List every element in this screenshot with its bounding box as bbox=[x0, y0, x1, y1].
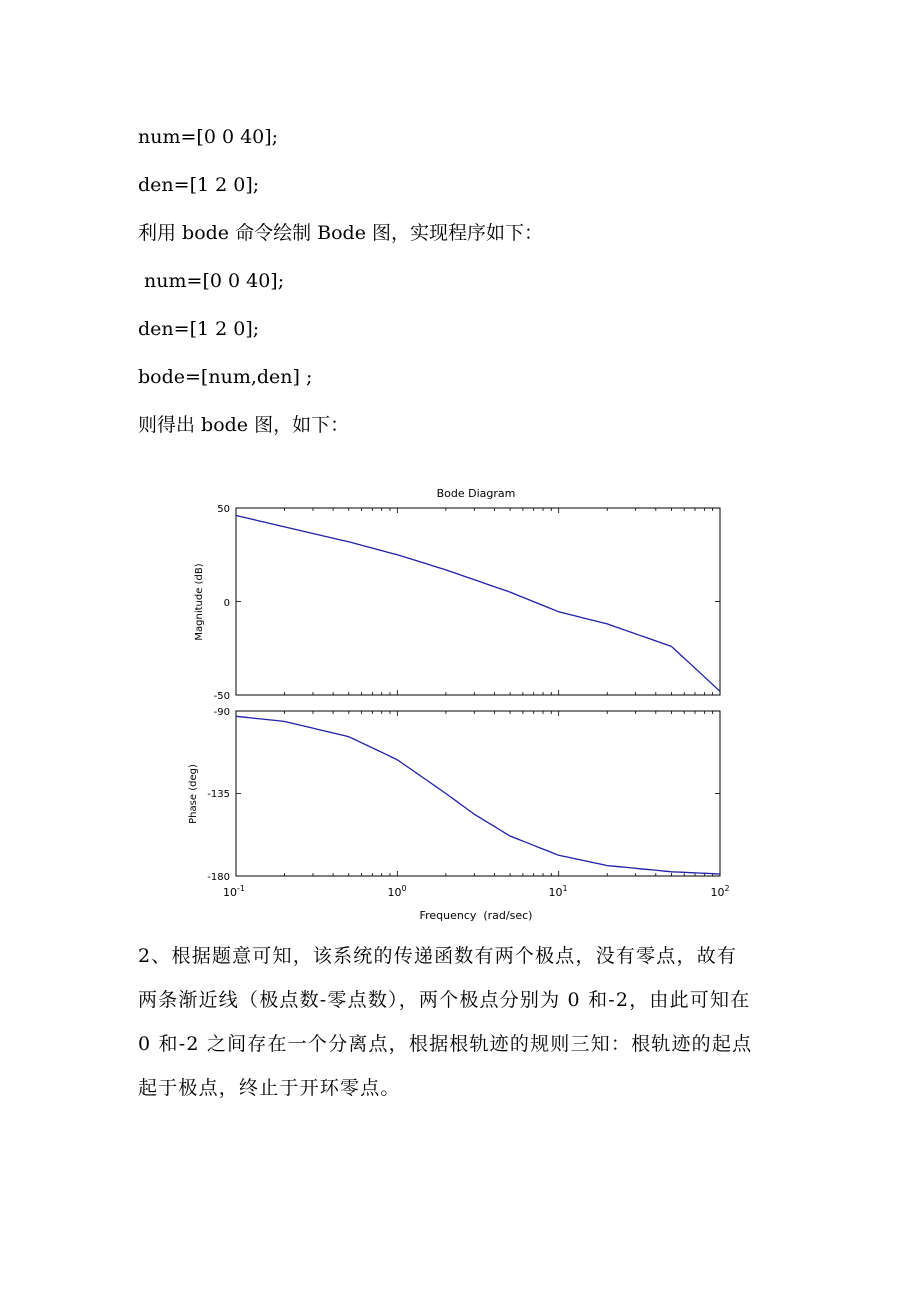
x-axis-label: Frequency (rad/sec) bbox=[419, 909, 533, 922]
code-line-3: num=[0 0 40]; bbox=[138, 270, 285, 292]
code-line-2: den=[1 2 0]; bbox=[138, 174, 260, 196]
phase-y-tick-mid: -135 bbox=[207, 789, 230, 800]
analysis-paragraph bbox=[138, 934, 788, 1110]
x-tick-label-3: $10^1$ bbox=[548, 884, 568, 899]
bode-diagram bbox=[176, 480, 736, 930]
code-line-4: den=[1 2 0]; bbox=[138, 318, 260, 340]
magnitude-y-label: Magnitude (dB) bbox=[194, 563, 205, 641]
magnitude-plot-area bbox=[236, 508, 720, 695]
paragraph-line-4: 起于极点，终止于开环零点。 bbox=[138, 1077, 401, 1099]
paragraph-line-1: 2、根据题意可知，该系统的传递函数有两个极点，没有零点，故有 bbox=[138, 945, 738, 967]
phase-plot-area bbox=[236, 711, 720, 876]
text-line-intro: 利用 bode 命令绘制 Bode 图，实现程序如下： bbox=[138, 222, 543, 244]
paragraph-line-3: 0 和-2 之间存在一个分离点，根据根轨迹的规则三知：根轨迹的起点 bbox=[138, 1033, 753, 1055]
paragraph-line-2: 两条渐近线（极点数-零点数），两个极点分别为 0 和-2，由此可知在 bbox=[138, 989, 751, 1011]
text-line-result: 则得出 bode 图，如下： bbox=[138, 414, 350, 436]
phase-y-label: Phase (deg) bbox=[188, 764, 199, 824]
x-tick-label-4: $10^2$ bbox=[710, 884, 730, 899]
x-tick-label-2: $10^0$ bbox=[387, 884, 407, 899]
phase-y-tick-top: -90 bbox=[213, 707, 230, 718]
magnitude-y-tick-bottom: -50 bbox=[213, 691, 230, 702]
phase-y-tick-bottom: -180 bbox=[207, 872, 230, 883]
code-line-5: bode=[num,den] ; bbox=[138, 366, 313, 388]
magnitude-y-tick-mid: 0 bbox=[223, 598, 230, 609]
code-line-1: num=[0 0 40]; bbox=[138, 126, 279, 148]
magnitude-y-tick-top: 50 bbox=[217, 504, 230, 515]
x-tick-label-1: $10^{-1}$ bbox=[223, 884, 245, 899]
chart-title: Bode Diagram bbox=[436, 487, 516, 500]
